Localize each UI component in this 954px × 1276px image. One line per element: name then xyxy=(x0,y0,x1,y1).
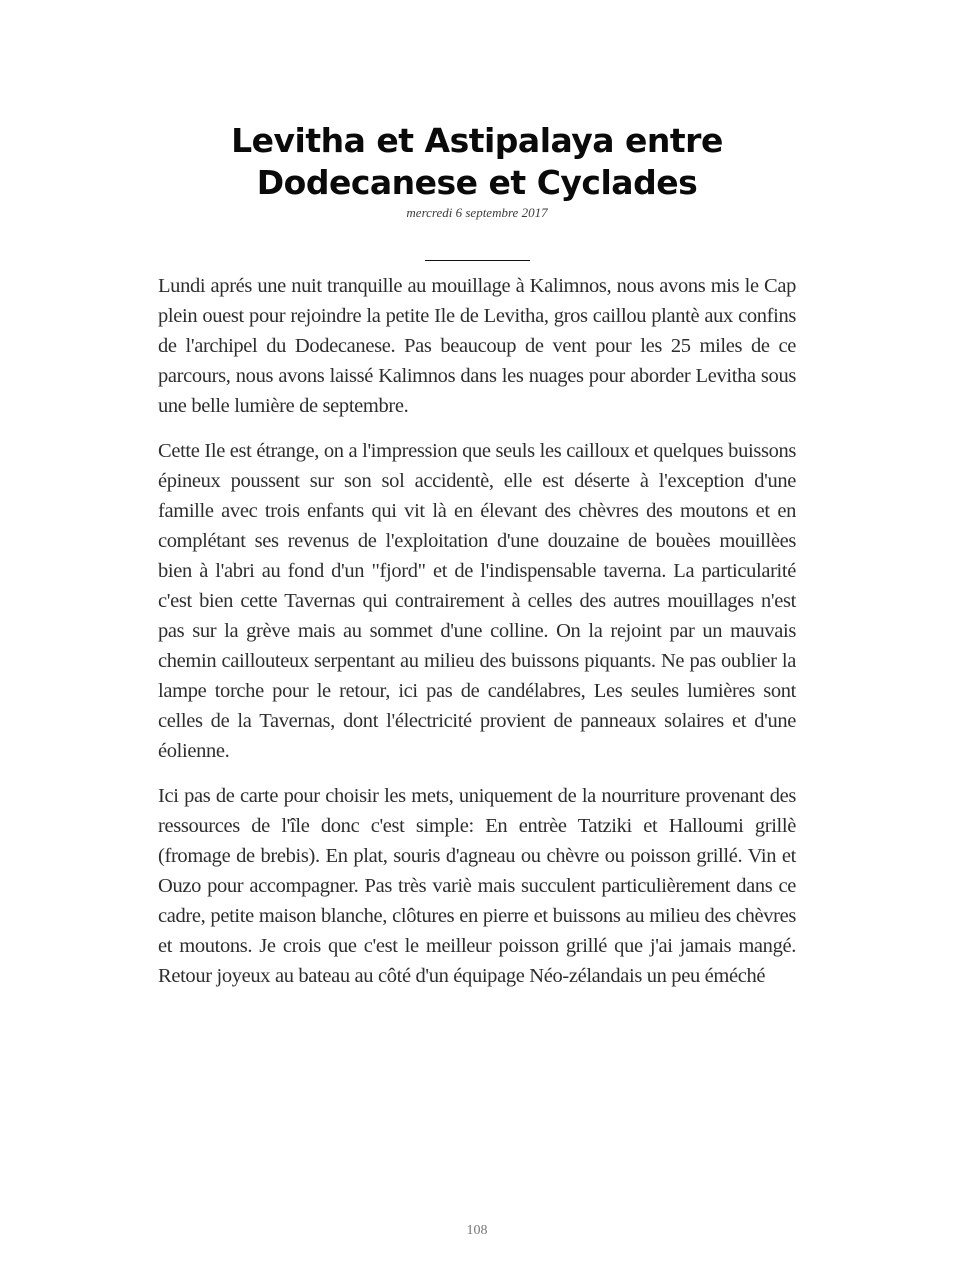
paragraph-3: Ici pas de carte pour choisir les mets, uniquement de la nourriture provenant des ressources de l'île donc c'est simple: En entrèe Tatziki et Halloumi grillè (fromage de brebis). En plat, souris d'agneau ou chèvre ou poisson grillé. Vin et Ouzo pour accompagner. Pas très variè mais succulent particulièrement dans ce cadre, petite maison blanche, clôtures en pierre et buissons au milieu des chèvres et moutons. Je crois que c'est le meilleur poisson grillé que j'ai jamais mangé. Retour joyeux au bateau au côté d'un équipage Néo-zélandais un peu éméché xyxy=(158,785,796,987)
paragraph-2: Cette Ile est étrange, on a l'impression que seuls les cailloux et quelques buissons épineux poussent sur son sol accidentè, elle est déserte à l'exception d'une famille avec trois enfants qui vit là en élevant des chèvres des moutons et en complétant ses revenus de l'exploitation d'une douzaine de bouèes mouillèes bien à l'abri au fond d'un "fjord" et de l'indispensable taverna. La particularité c'est bien cette Tavernas qui contrairement à celles des autres mouillages n'est pas sur la grève mais au sommet d'une colline. On la rejoint par un mauvais chemin caillouteux serpentant au milieu des buissons piquants. Ne pas oublier la lampe torche pour le retour, ici pas de candélabres, Les seules lumières sont celles de la Tavernas, dont l'électricité provient de panneaux solaires et d'une éolienne. xyxy=(158,440,796,762)
page-title-line-1: Levitha et Astipalaya entre xyxy=(231,121,723,160)
page-title xyxy=(0,120,954,204)
title-divider xyxy=(425,260,530,261)
article-body xyxy=(158,271,796,1006)
page-number: 108 xyxy=(466,1223,488,1238)
paragraph-1: Lundi aprés une nuit tranquille au mouillage à Kalimnos, nous avons mis le Cap plein ouest pour rejoindre la petite Ile de Levitha, gros caillou plantè aux confins de l'archipel du Dodecanese. Pas beaucoup de vent pour les 25 miles de ce parcours, nous avons laissé Kalimnos dans les nuages pour aborder Levitha sous une belle lumière de septembre. xyxy=(158,275,796,417)
page-title-line-2: Dodecanese et Cyclades xyxy=(256,163,698,202)
post-date: mercredi 6 septembre 2017 xyxy=(406,205,548,220)
